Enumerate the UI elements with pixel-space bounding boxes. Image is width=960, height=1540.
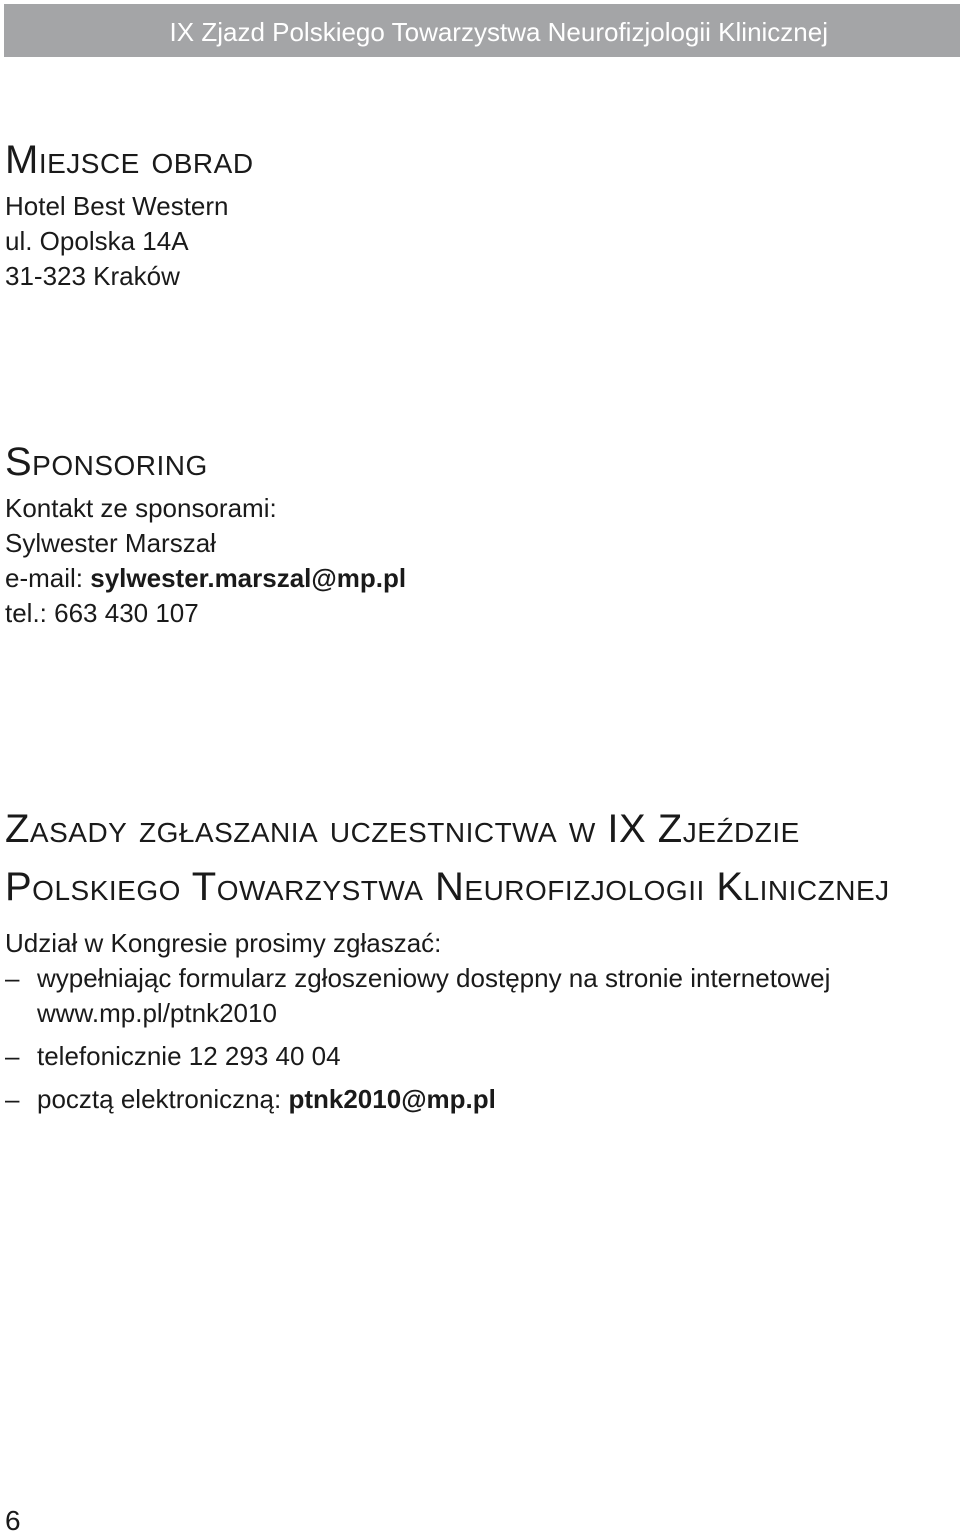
registration-email-link[interactable]: ptnk2010@mp.pl: [288, 1084, 496, 1114]
header-title: IX Zjazd Polskiego Towarzystwa Neurofizjologii Klinicznej: [169, 17, 828, 47]
registration-email-line: [37, 1082, 890, 1117]
venue-hotel: Hotel Best Western: [5, 191, 229, 221]
registration-phone: telefonicznie 12 293 40 04: [37, 1041, 341, 1071]
registration-item1-line1: wypełniając formularz zgłoszeniowy dostępny na stronie internetowej: [37, 963, 831, 993]
venue-street: ul. Opolska 14A: [5, 226, 189, 256]
registration-website-link[interactable]: www.mp.pl/ptnk2010: [37, 998, 277, 1028]
sponsoring-heading: Sponsoring: [5, 440, 208, 484]
sponsoring-contact-name: Sylwester Marszał: [5, 528, 216, 558]
sponsoring-email-line: [5, 561, 406, 596]
registration-section: [5, 800, 890, 1117]
sponsoring-email-link[interactable]: sylwester.marszal@mp.pl: [90, 563, 407, 593]
registration-intro: Udział w Kongresie prosimy zgłaszać:: [5, 928, 442, 958]
list-item: [5, 1082, 890, 1117]
sponsoring-contact-label: Kontakt ze sponsorami:: [5, 493, 277, 523]
venue-city: 31-323 Kraków: [5, 261, 180, 291]
venue-section: [5, 131, 254, 294]
list-item: [5, 961, 890, 1031]
registration-email-label: pocztą elektroniczną:: [37, 1084, 289, 1114]
page-number: 6: [5, 1505, 21, 1536]
sponsoring-section: [5, 433, 406, 631]
registration-heading-line1: Zasady zgłaszania uczestnictwa w IX Zjeździe: [5, 807, 800, 851]
list-item: [5, 1039, 890, 1074]
header-bar: [4, 4, 960, 57]
venue-heading: Miejsce obrad: [5, 138, 254, 182]
email-label: e-mail:: [5, 563, 91, 593]
dash-bullet: –: [5, 963, 20, 993]
sponsoring-phone: tel.: 663 430 107: [5, 598, 199, 628]
dash-bullet: –: [5, 1084, 20, 1114]
registration-heading-line2: Polskiego Towarzystwa Neurofizjologii Klinicznej: [5, 865, 890, 909]
dash-bullet: –: [5, 1041, 20, 1071]
